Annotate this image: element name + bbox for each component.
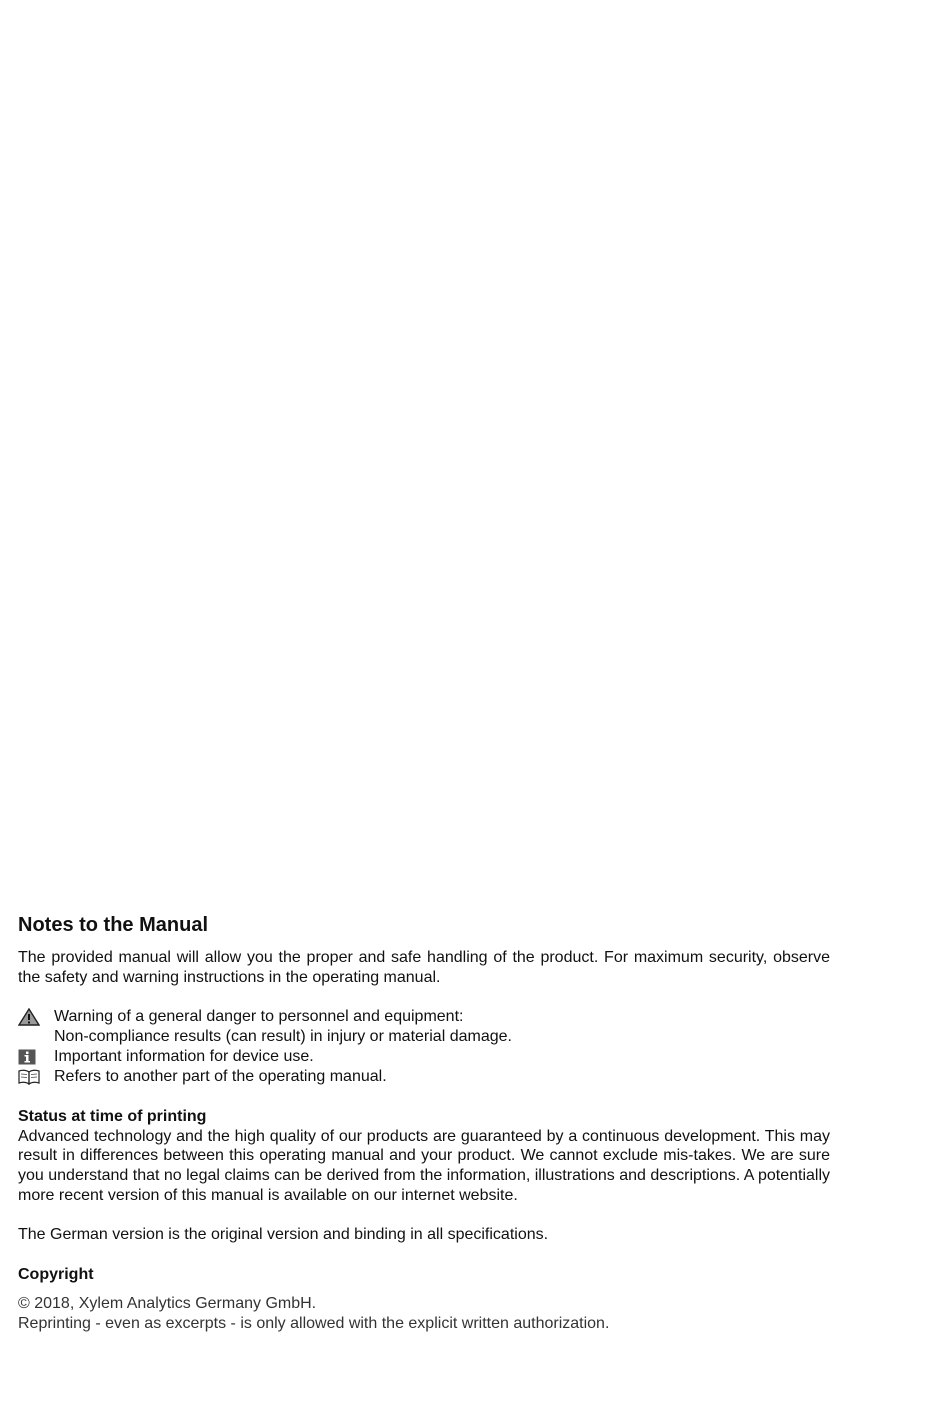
symbol-list xyxy=(18,1007,830,1087)
intro-paragraph: The provided manual will allow you the proper and safe handling of the product. For maximum security, observe the safety and warning instructions in the operating manual. xyxy=(18,949,830,986)
warning-text xyxy=(54,1007,830,1047)
copyright-line: © 2018, Xylem Analytics Germany GmbH. xyxy=(18,1295,317,1313)
status-paragraph: Advanced technology and the high quality of our products are guaranteed by a continuous development. This may result in differences between this operating manual and your product. We cannot exclude mis-takes. We are sure you understand that no legal claims can be derived from the information, illustrations and descriptions. A potentially more recent version of this manual is available on our internet website. xyxy=(18,1127,831,1204)
book-text: Refers to another part of the operating manual. xyxy=(54,1068,387,1086)
symbol-row-info xyxy=(18,1047,830,1067)
symbol-row-warning xyxy=(18,1007,830,1047)
reprint-notice: Reprinting - even as excerpts - is only allowed with the explicit written authorization. xyxy=(18,1315,610,1333)
spacer xyxy=(18,1245,830,1265)
page-title: Notes to the Manual xyxy=(18,914,209,936)
warning-triangle-icon xyxy=(18,1007,54,1027)
spacer xyxy=(18,1205,830,1225)
notes-section xyxy=(18,912,830,1334)
book-icon xyxy=(18,1067,54,1087)
status-heading: Status at time of printing xyxy=(18,1108,207,1126)
warning-line-1: Warning of a general danger to personnel and equipment: xyxy=(54,1008,464,1026)
warning-line-2: Non-compliance results (can result) in injury or material damage. xyxy=(54,1028,512,1046)
symbol-row-book xyxy=(18,1067,830,1087)
info-text: Important information for device use. xyxy=(54,1048,314,1066)
spacer xyxy=(18,1087,830,1107)
info-icon xyxy=(18,1047,54,1067)
german-version-note: The German version is the original version and binding in all specifications. xyxy=(18,1226,549,1244)
copyright-heading: Copyright xyxy=(18,1265,94,1283)
spacer xyxy=(18,987,830,1007)
